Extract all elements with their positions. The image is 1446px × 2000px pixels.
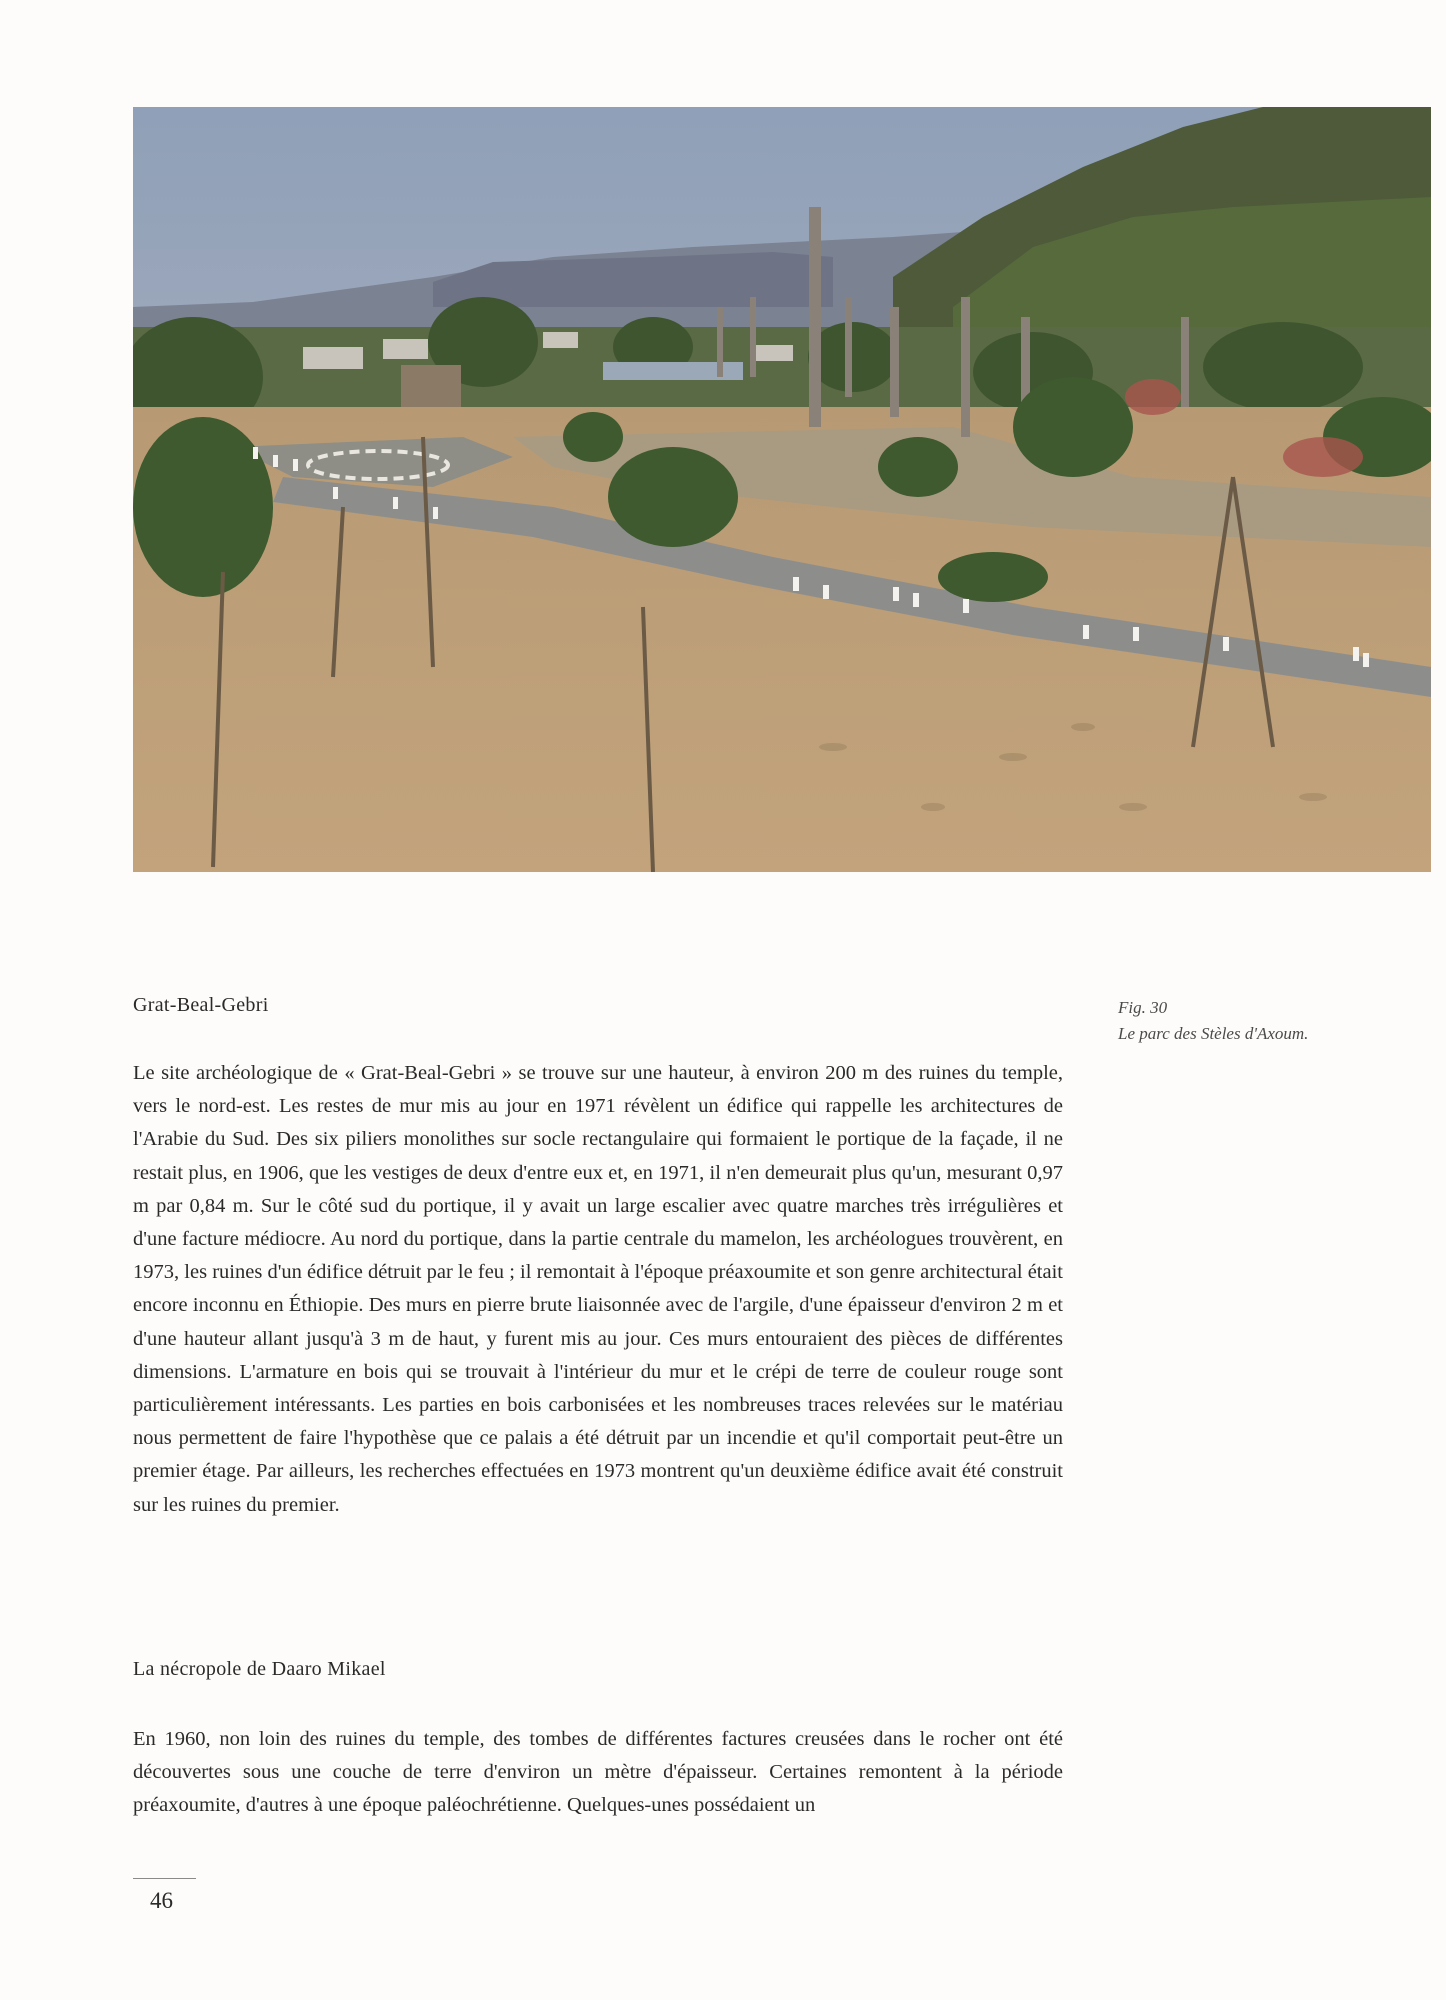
- section-paragraph-daaro-mikael: En 1960, non loin des ruines du temple, des tombes de différentes factures creusées dans le rocher ont été découvertes sous une couche de terre d'environ un mètre d'épaisseur. Certaines remontent à la période préaxoumite, d'autres à une époque paléochrétienne. Quelques-unes possédaient un: [133, 1728, 1063, 1817]
- section-heading-daaro-mikael: La nécropole de Daaro Mikael: [133, 1658, 386, 1680]
- figure-caption: [1118, 995, 1438, 1047]
- section-heading-grat-beal-gebri: Grat-Beal-Gebri: [133, 994, 269, 1016]
- section-paragraph-grat-beal-gebri: Le site archéologique de « Grat-Beal-Gebri » se trouve sur une hauteur, à environ 200 m des ruines du temple, vers le nord-est. Les restes de mur mis au jour en 1971 révèlent un édifice qui rappelle les architectures de l'Arabie du Sud. Des six piliers monolithes sur socle rectangulaire qui formaient le portique de la façade, il ne restait plus, en 1906, que les vestiges de deux d'entre eux et, en 1971, il n'en demeurait plus qu'un, mesurant 0,97 m par 0,84 m. Sur le côté sud du portique, il y avait un large escalier avec quatre marches très irrégulières et d'une facture médiocre. Au nord du portique, dans la partie centrale du mamelon, les archéologues trouvèrent, en 1973, les ruines d'un édifice détruit par le feu ; il remontait à l'époque préaxoumite et son genre architectural était encore inconnu en Éthiopie. Des murs en pierre brute liaisonnée avec de l'argile, d'une épaisseur d'environ 2 m et d'une hauteur allant jusqu'à 3 m de haut, y furent mis au jour. Ces murs entouraient des pièces de différentes dimensions. L'armature en bois qui se trouvait à l'intérieur du mur et le crépi de terre de couleur rouge sont particulièrement intéressants. Les parties en bois carbonisées et les nombreuses traces relevées sur le matériau nous permettent de faire l'hypothèse que ce palais a été détruit par un incendie et qu'il comportait peut-être un premier étage. Par ailleurs, les recherches effectuées en 1973 montrent qu'un deuxième édifice avait été construit sur les ruines du premier.: [133, 1062, 1063, 1516]
- stelae-park-photo: [133, 107, 1431, 872]
- figure-number: Fig. 30: [1118, 998, 1168, 1017]
- page-number-rule: [133, 1878, 196, 1879]
- page-number: 46: [150, 1888, 173, 1913]
- figure-caption-text: Le parc des Stèles d'Axoum.: [1118, 1024, 1309, 1043]
- landscape-illustration: [133, 107, 1431, 872]
